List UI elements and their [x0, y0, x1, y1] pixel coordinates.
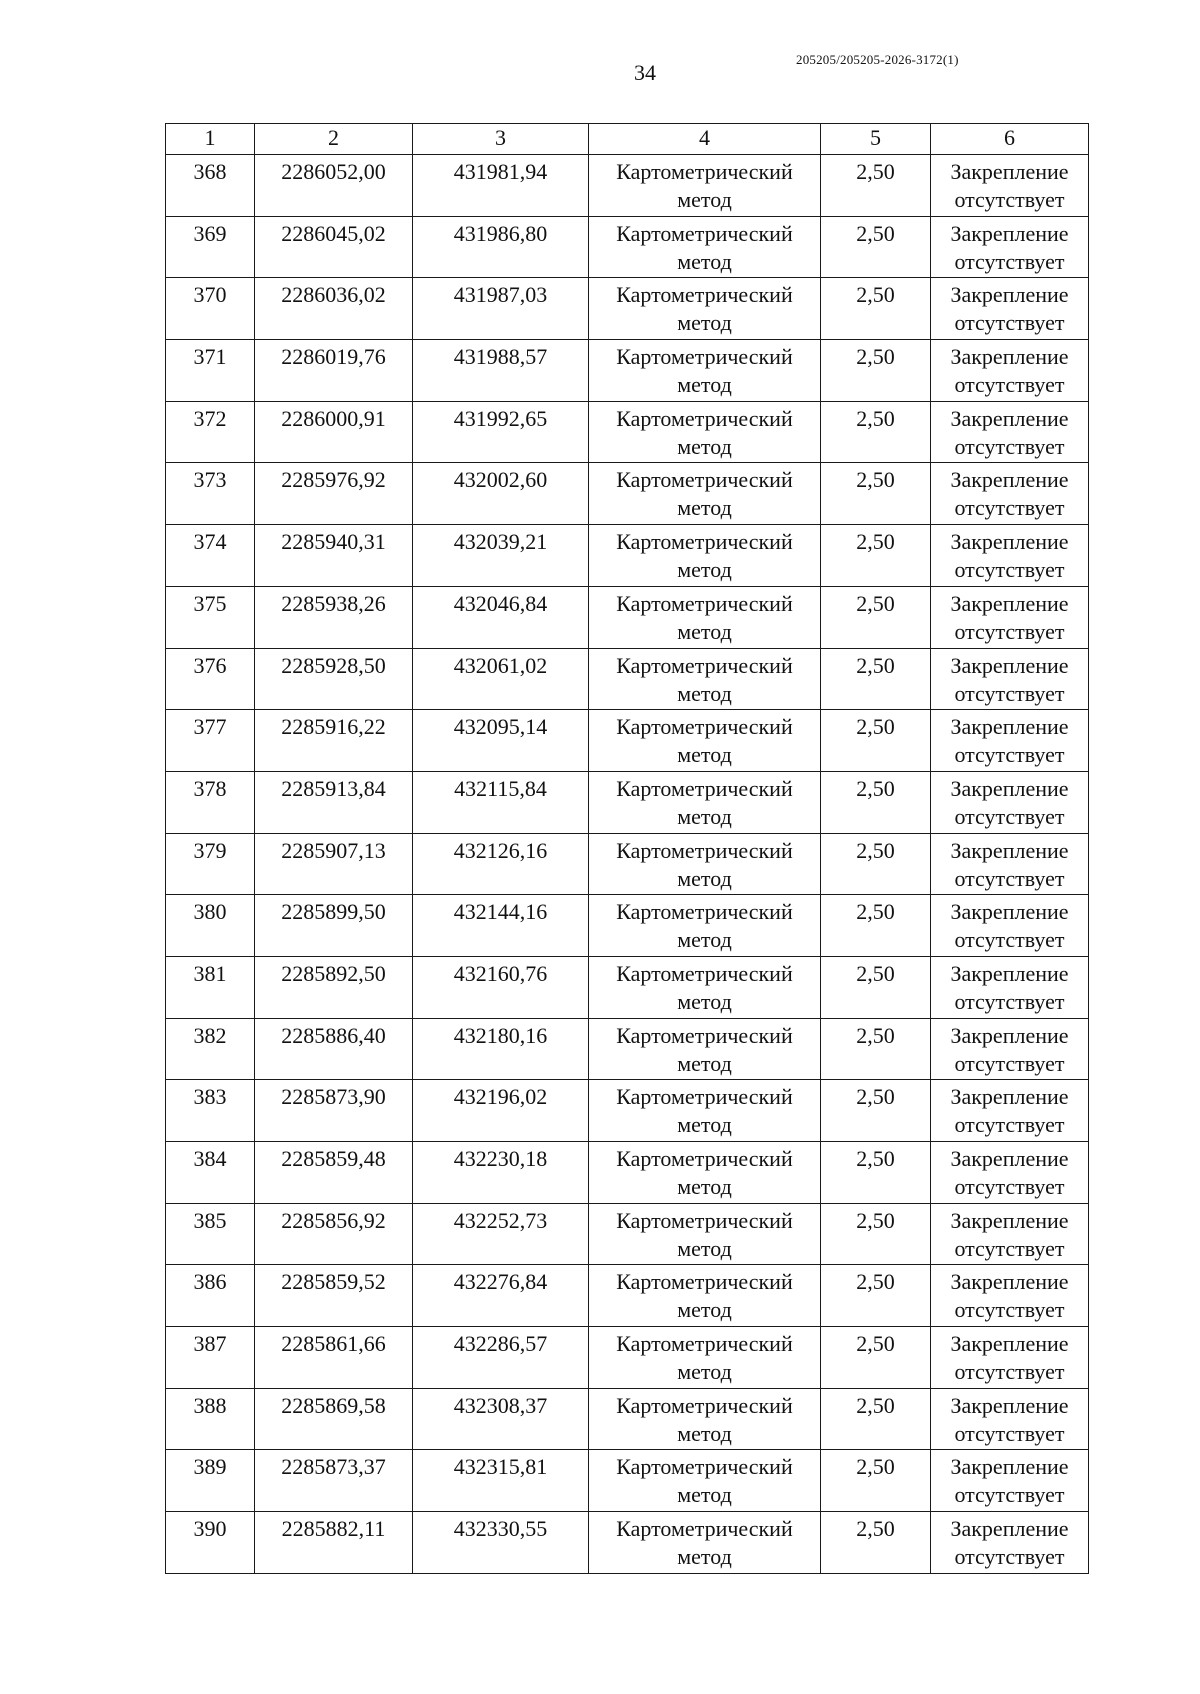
table-row: [166, 525, 1089, 587]
accuracy-cell: 2,50: [821, 155, 931, 217]
column-header-4: 4: [589, 124, 821, 155]
x-coordinate-cell: 2285928,50: [255, 648, 413, 710]
fixation-cell: Закрепление отсутствует: [931, 1327, 1089, 1389]
method-cell: Картометрический метод: [589, 833, 821, 895]
point-number-cell: 376: [166, 648, 255, 710]
fixation-cell: Закрепление отсутствует: [931, 1450, 1089, 1512]
x-coordinate-cell: 2285873,37: [255, 1450, 413, 1512]
accuracy-cell: 2,50: [821, 463, 931, 525]
x-coordinate-cell: 2285882,11: [255, 1512, 413, 1574]
point-number-cell: 373: [166, 463, 255, 525]
x-coordinate-cell: 2285859,52: [255, 1265, 413, 1327]
fixation-cell: Закрепление отсутствует: [931, 463, 1089, 525]
y-coordinate-cell: 432095,14: [413, 710, 589, 772]
point-number-cell: 377: [166, 710, 255, 772]
accuracy-cell: 2,50: [821, 401, 931, 463]
fixation-cell: Закрепление отсутствует: [931, 1512, 1089, 1574]
fixation-cell: Закрепление отсутствует: [931, 525, 1089, 587]
method-cell: Картометрический метод: [589, 710, 821, 772]
fixation-cell: Закрепление отсутствует: [931, 401, 1089, 463]
x-coordinate-cell: 2286052,00: [255, 155, 413, 217]
method-cell: Картометрический метод: [589, 340, 821, 402]
table-row: [166, 710, 1089, 772]
column-header-2: 2: [255, 124, 413, 155]
accuracy-cell: 2,50: [821, 1203, 931, 1265]
accuracy-cell: 2,50: [821, 340, 931, 402]
x-coordinate-cell: 2286000,91: [255, 401, 413, 463]
point-number-cell: 386: [166, 1265, 255, 1327]
y-coordinate-cell: 432144,16: [413, 895, 589, 957]
y-coordinate-cell: 432330,55: [413, 1512, 589, 1574]
method-cell: Картометрический метод: [589, 956, 821, 1018]
method-cell: Картометрический метод: [589, 216, 821, 278]
point-number-cell: 369: [166, 216, 255, 278]
table-row: [166, 1142, 1089, 1204]
method-cell: Картометрический метод: [589, 1450, 821, 1512]
fixation-cell: Закрепление отсутствует: [931, 895, 1089, 957]
y-coordinate-cell: 431986,80: [413, 216, 589, 278]
method-cell: Картометрический метод: [589, 155, 821, 217]
y-coordinate-cell: 432276,84: [413, 1265, 589, 1327]
y-coordinate-cell: 432315,81: [413, 1450, 589, 1512]
y-coordinate-cell: 432115,84: [413, 771, 589, 833]
y-coordinate-cell: 432308,37: [413, 1388, 589, 1450]
table-row: [166, 401, 1089, 463]
method-cell: Картометрический метод: [589, 463, 821, 525]
method-cell: Картометрический метод: [589, 1388, 821, 1450]
x-coordinate-cell: 2285861,66: [255, 1327, 413, 1389]
table-row: [166, 463, 1089, 525]
table-row: [166, 340, 1089, 402]
fixation-cell: Закрепление отсутствует: [931, 216, 1089, 278]
accuracy-cell: 2,50: [821, 586, 931, 648]
table-row: [166, 1203, 1089, 1265]
method-cell: Картометрический метод: [589, 401, 821, 463]
table-row: [166, 586, 1089, 648]
accuracy-cell: 2,50: [821, 710, 931, 772]
accuracy-cell: 2,50: [821, 525, 931, 587]
fixation-cell: Закрепление отсутствует: [931, 1018, 1089, 1080]
table-row: [166, 1018, 1089, 1080]
point-number-cell: 385: [166, 1203, 255, 1265]
fixation-cell: Закрепление отсутствует: [931, 1142, 1089, 1204]
table-row: [166, 216, 1089, 278]
table-header-row: [166, 124, 1089, 155]
accuracy-cell: 2,50: [821, 833, 931, 895]
accuracy-cell: 2,50: [821, 1327, 931, 1389]
accuracy-cell: 2,50: [821, 1512, 931, 1574]
point-number-cell: 382: [166, 1018, 255, 1080]
x-coordinate-cell: 2285976,92: [255, 463, 413, 525]
table-row: [166, 1265, 1089, 1327]
table-row: [166, 1512, 1089, 1574]
fixation-cell: Закрепление отсутствует: [931, 648, 1089, 710]
x-coordinate-cell: 2285869,58: [255, 1388, 413, 1450]
table-row: [166, 155, 1089, 217]
fixation-cell: Закрепление отсутствует: [931, 586, 1089, 648]
column-header-3: 3: [413, 124, 589, 155]
y-coordinate-cell: 432126,16: [413, 833, 589, 895]
point-number-cell: 379: [166, 833, 255, 895]
method-cell: Картометрический метод: [589, 648, 821, 710]
y-coordinate-cell: 432180,16: [413, 1018, 589, 1080]
method-cell: Картометрический метод: [589, 278, 821, 340]
table-row: [166, 1080, 1089, 1142]
accuracy-cell: 2,50: [821, 895, 931, 957]
method-cell: Картометрический метод: [589, 1512, 821, 1574]
accuracy-cell: 2,50: [821, 771, 931, 833]
y-coordinate-cell: 432286,57: [413, 1327, 589, 1389]
accuracy-cell: 2,50: [821, 648, 931, 710]
point-number-cell: 387: [166, 1327, 255, 1389]
accuracy-cell: 2,50: [821, 1018, 931, 1080]
fixation-cell: Закрепление отсутствует: [931, 771, 1089, 833]
fixation-cell: Закрепление отсутствует: [931, 1388, 1089, 1450]
method-cell: Картометрический метод: [589, 1203, 821, 1265]
y-coordinate-cell: 431981,94: [413, 155, 589, 217]
accuracy-cell: 2,50: [821, 216, 931, 278]
x-coordinate-cell: 2285907,13: [255, 833, 413, 895]
method-cell: Картометрический метод: [589, 895, 821, 957]
y-coordinate-cell: 432046,84: [413, 586, 589, 648]
y-coordinate-cell: 432061,02: [413, 648, 589, 710]
point-number-cell: 374: [166, 525, 255, 587]
point-number-cell: 372: [166, 401, 255, 463]
column-header-5: 5: [821, 124, 931, 155]
x-coordinate-cell: 2285886,40: [255, 1018, 413, 1080]
method-cell: Картометрический метод: [589, 1265, 821, 1327]
y-coordinate-cell: 432002,60: [413, 463, 589, 525]
point-number-cell: 380: [166, 895, 255, 957]
point-number-cell: 384: [166, 1142, 255, 1204]
x-coordinate-cell: 2285916,22: [255, 710, 413, 772]
x-coordinate-cell: 2286036,02: [255, 278, 413, 340]
y-coordinate-cell: 432160,76: [413, 956, 589, 1018]
x-coordinate-cell: 2285938,26: [255, 586, 413, 648]
method-cell: Картометрический метод: [589, 1142, 821, 1204]
point-number-cell: 378: [166, 771, 255, 833]
point-number-cell: 381: [166, 956, 255, 1018]
y-coordinate-cell: 431987,03: [413, 278, 589, 340]
method-cell: Картометрический метод: [589, 586, 821, 648]
accuracy-cell: 2,50: [821, 1080, 931, 1142]
point-number-cell: 375: [166, 586, 255, 648]
fixation-cell: Закрепление отсутствует: [931, 833, 1089, 895]
point-number-cell: 389: [166, 1450, 255, 1512]
accuracy-cell: 2,50: [821, 278, 931, 340]
method-cell: Картометрический метод: [589, 525, 821, 587]
accuracy-cell: 2,50: [821, 956, 931, 1018]
table-row: [166, 1327, 1089, 1389]
x-coordinate-cell: 2285892,50: [255, 956, 413, 1018]
table-row: [166, 956, 1089, 1018]
column-header-1: 1: [166, 124, 255, 155]
y-coordinate-cell: 432039,21: [413, 525, 589, 587]
fixation-cell: Закрепление отсутствует: [931, 1080, 1089, 1142]
x-coordinate-cell: 2285899,50: [255, 895, 413, 957]
fixation-cell: Закрепление отсутствует: [931, 278, 1089, 340]
accuracy-cell: 2,50: [821, 1265, 931, 1327]
fixation-cell: Закрепление отсутствует: [931, 155, 1089, 217]
x-coordinate-cell: 2286045,02: [255, 216, 413, 278]
y-coordinate-cell: 432230,18: [413, 1142, 589, 1204]
y-coordinate-cell: 431988,57: [413, 340, 589, 402]
table-row: [166, 895, 1089, 957]
page-number: 34: [634, 60, 656, 85]
table-row: [166, 1450, 1089, 1512]
fixation-cell: Закрепление отсутствует: [931, 1265, 1089, 1327]
table-row: [166, 278, 1089, 340]
table-body: [166, 155, 1089, 1574]
y-coordinate-cell: 432252,73: [413, 1203, 589, 1265]
y-coordinate-cell: 432196,02: [413, 1080, 589, 1142]
column-header-6: 6: [931, 124, 1089, 155]
accuracy-cell: 2,50: [821, 1450, 931, 1512]
fixation-cell: Закрепление отсутствует: [931, 1203, 1089, 1265]
document-code: 205205/205205-2026-3172(1): [796, 52, 959, 67]
point-number-cell: 370: [166, 278, 255, 340]
table-row: [166, 648, 1089, 710]
method-cell: Картометрический метод: [589, 1080, 821, 1142]
method-cell: Картометрический метод: [589, 1018, 821, 1080]
x-coordinate-cell: 2285873,90: [255, 1080, 413, 1142]
point-number-cell: 368: [166, 155, 255, 217]
accuracy-cell: 2,50: [821, 1142, 931, 1204]
accuracy-cell: 2,50: [821, 1388, 931, 1450]
x-coordinate-cell: 2285913,84: [255, 771, 413, 833]
table-row: [166, 771, 1089, 833]
point-number-cell: 390: [166, 1512, 255, 1574]
y-coordinate-cell: 431992,65: [413, 401, 589, 463]
fixation-cell: Закрепление отсутствует: [931, 956, 1089, 1018]
x-coordinate-cell: 2286019,76: [255, 340, 413, 402]
coordinates-table: [165, 123, 1089, 1574]
table-row: [166, 1388, 1089, 1450]
point-number-cell: 383: [166, 1080, 255, 1142]
fixation-cell: Закрепление отсутствует: [931, 340, 1089, 402]
point-number-cell: 388: [166, 1388, 255, 1450]
method-cell: Картометрический метод: [589, 1327, 821, 1389]
method-cell: Картометрический метод: [589, 771, 821, 833]
x-coordinate-cell: 2285856,92: [255, 1203, 413, 1265]
point-number-cell: 371: [166, 340, 255, 402]
x-coordinate-cell: 2285940,31: [255, 525, 413, 587]
fixation-cell: Закрепление отсутствует: [931, 710, 1089, 772]
table-row: [166, 833, 1089, 895]
x-coordinate-cell: 2285859,48: [255, 1142, 413, 1204]
